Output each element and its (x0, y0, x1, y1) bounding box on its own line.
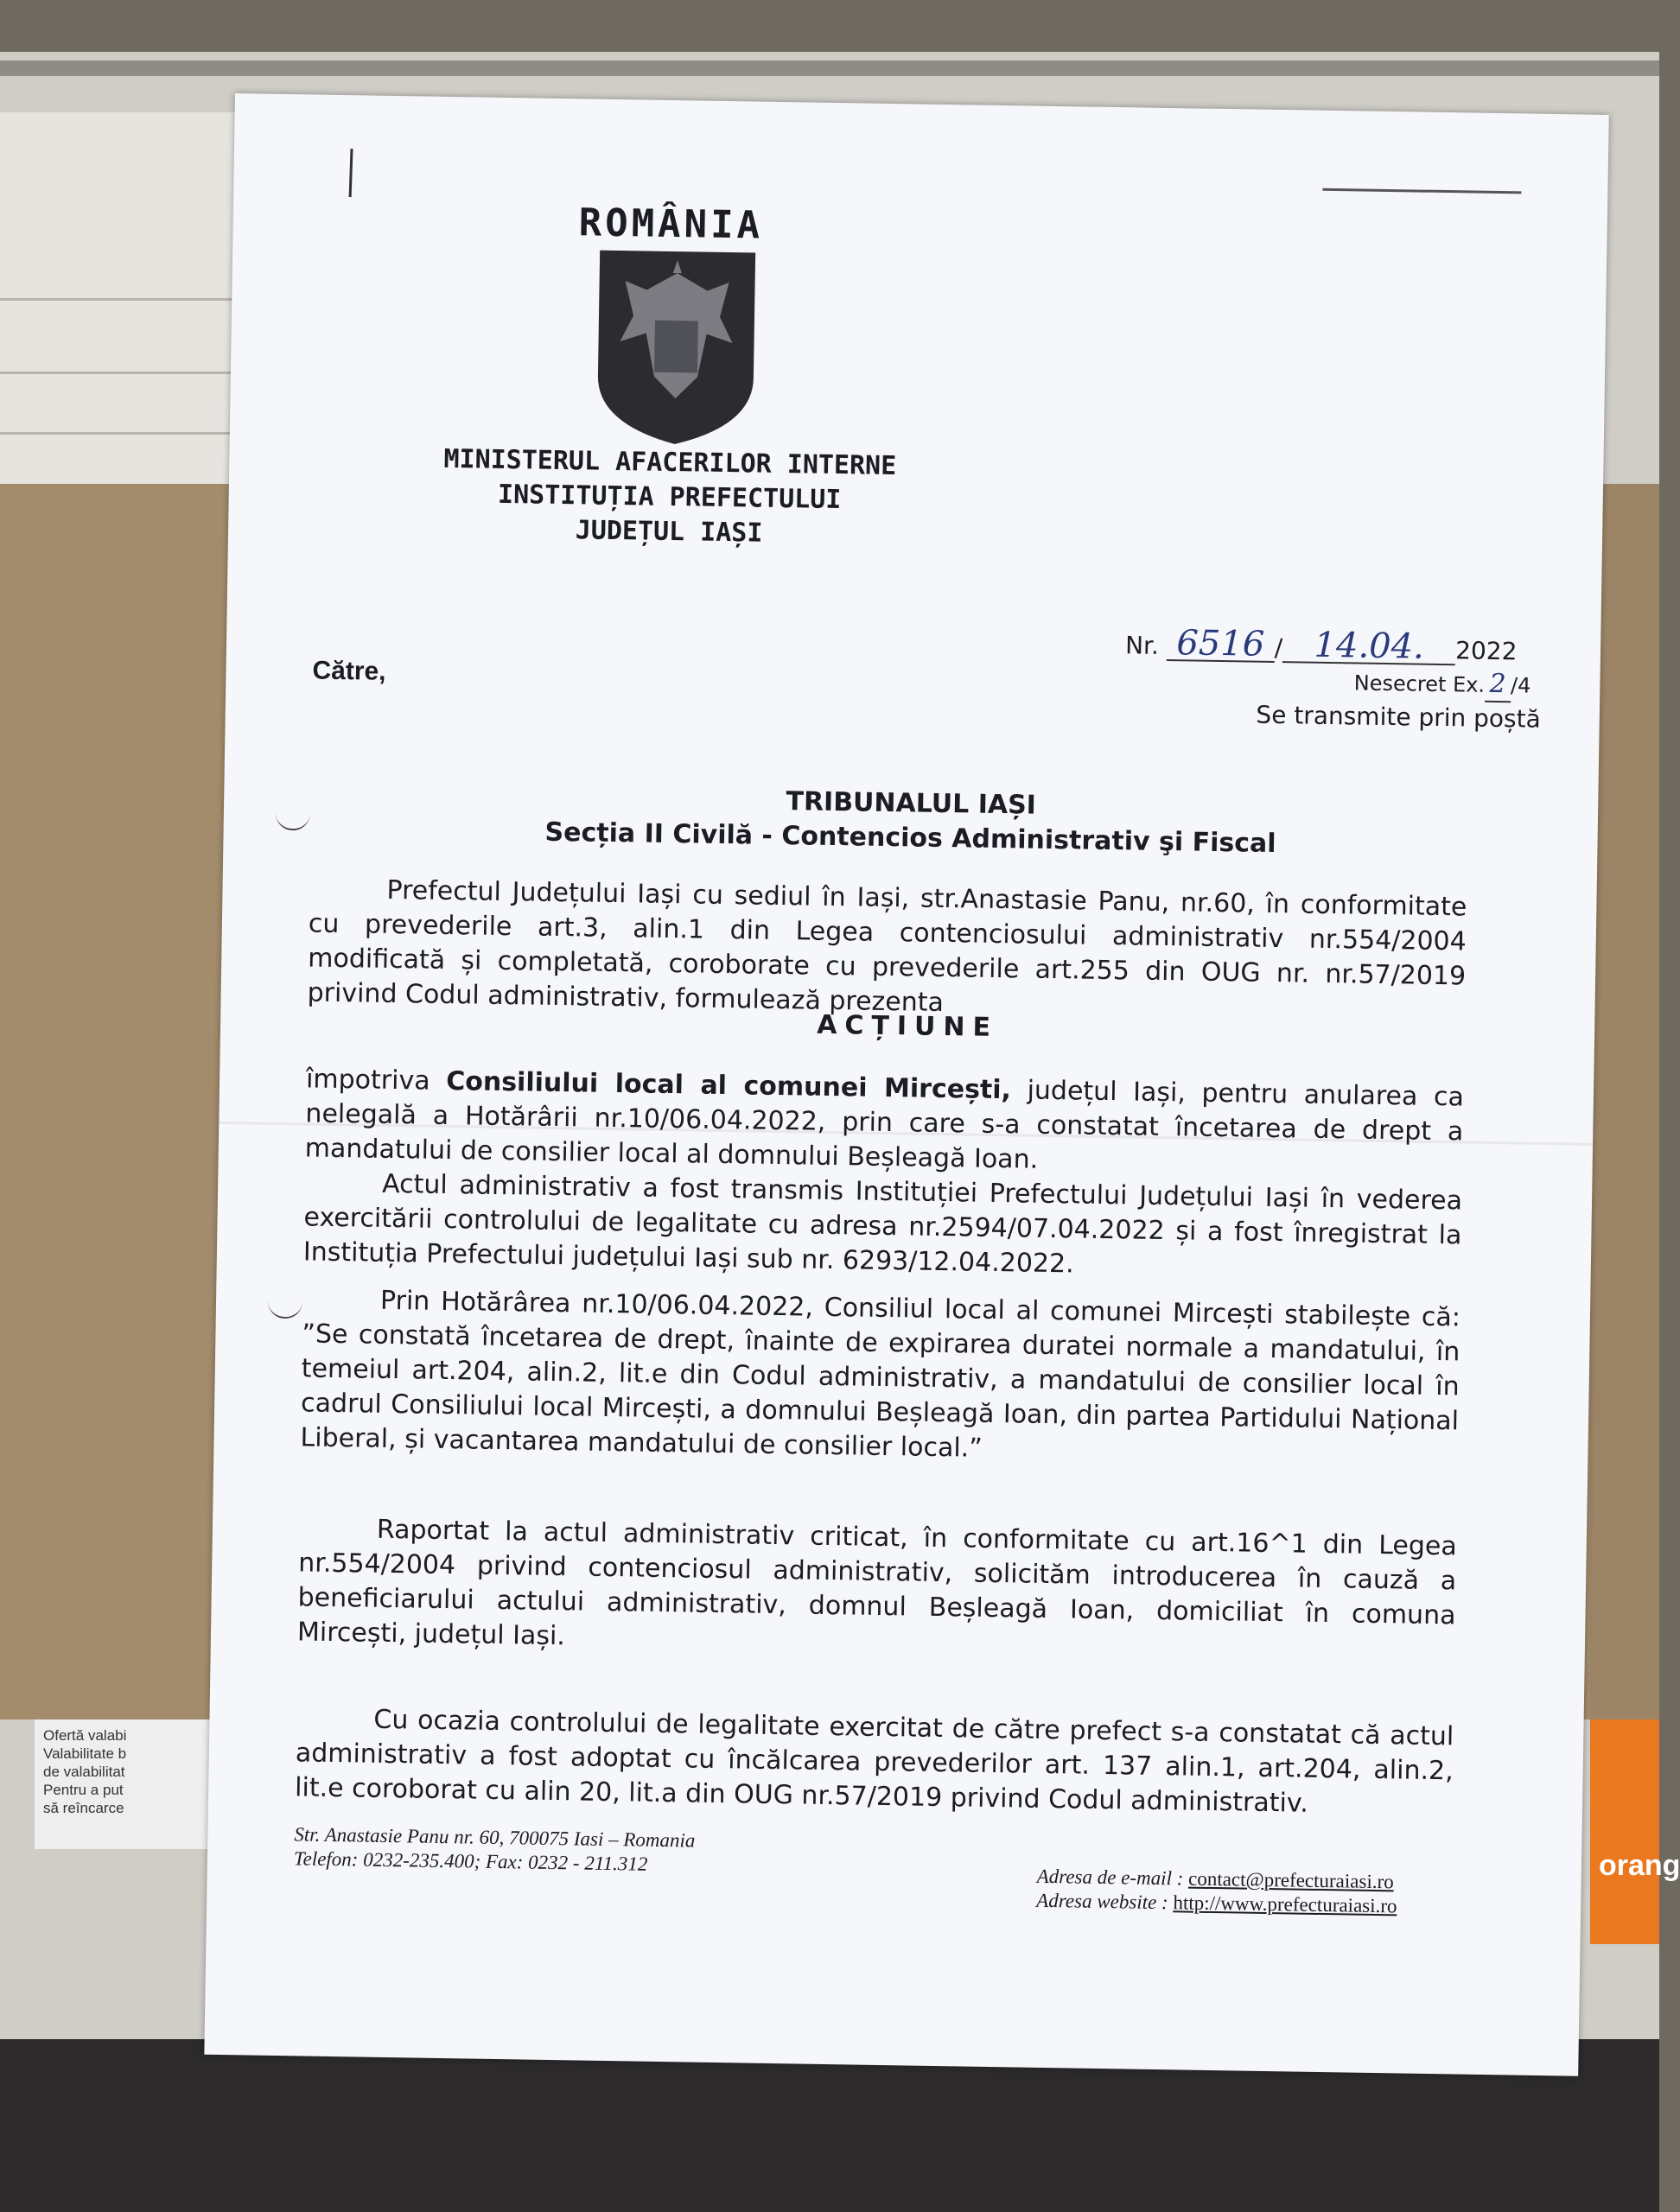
leaflet-line (0, 432, 259, 435)
pen-line (1322, 188, 1521, 194)
orange-poster (1590, 1719, 1680, 1944)
court-name: TRIBUNALUL IAȘI (786, 786, 1037, 821)
handwritten-number: 6516 (1167, 626, 1276, 663)
punch-mark (268, 1300, 302, 1319)
year: 2022 (1454, 636, 1518, 666)
background-leaflet (0, 112, 259, 484)
card-line: Valabilitate b (43, 1745, 127, 1762)
against-prefix: împotriva (305, 1064, 447, 1096)
court-block (223, 776, 1598, 867)
website-link[interactable]: http://www.prefecturaiasi.ro (1173, 1891, 1397, 1917)
website-label: Adresa website : (1036, 1889, 1174, 1914)
coat-of-arms-icon (593, 246, 760, 448)
card-line: să reîncarce (43, 1800, 124, 1816)
against-rest: județul Iași, pentru anularea ca nelegală a Hotărârii nr.10/06.04.2022, prin care s-a constatat încetarea de drept a mandatului de consilier local al domnului Beșleagă Ioan. (304, 1075, 1465, 1175)
paragraph-against (305, 1062, 1465, 1184)
paragraph-transmission: Actul administrativ a fost transmis Instituției Prefectului Județului Iași în vederea exercitării controlului de legalitate cu adresa nr.2594/07.04.2022 și a fost înregistrat la Instituția Prefectului județului Iași sub nr. 6293/12.04.2022. (302, 1168, 1463, 1280)
handwritten-copy-number: 2 (1485, 668, 1511, 702)
paragraph-intro: Prefectul Județului Iași cu sediul în Iași, str.Anastasie Panu, nr.60, în conformitate cu prevederile art.3, alin.1 din Legea contenciosului administrativ nr.554/2004 modificată și completată, coroborate cu prevederile art.255 din OUG nr. nr.57/2019 privind Codul administrativ, formulează prezenta (307, 874, 1467, 1019)
metal-rail (0, 60, 1659, 76)
nesecret-label: Nesecret Ex. (1353, 671, 1486, 697)
footer-website-line (1036, 1889, 1397, 1919)
nr-separator: / (1274, 632, 1283, 663)
ministry-block (401, 442, 939, 554)
paragraph-legality: Cu ocazia controlului de legalitate exercitat de către prefect s-a constatat că actul administrativ a fost adoptat cu încălcarea prevederilor art. 137 alin.1, art.204, alin.2, lit.e coroborat cu alin 20, lit.a din OUG nr.57/2019 privind Codul administrativ. (294, 1704, 1454, 1819)
orange-poster-text: orang (1599, 1849, 1680, 1882)
card-line: de valabilitat (43, 1764, 125, 1780)
footer-phone: Telefon: 0232-235.400; Fax: 0232 - 211.312 (293, 1847, 648, 1875)
card-line: Pentru a put (43, 1782, 124, 1798)
copy-total: /4 (1510, 673, 1531, 698)
ministry-line: MINISTERUL AFACERILOR INTERNE (443, 443, 897, 482)
email-link[interactable]: contact@prefecturaiasi.ro (1187, 1867, 1394, 1893)
ministry-line: JUDEȚUL IAȘI (575, 515, 763, 549)
registration-number-line (1124, 623, 1558, 669)
leaflet-line (0, 298, 259, 301)
footer-street: Str. Anastasie Panu nr. 60, 700075 Iasi – Romania (294, 1823, 696, 1852)
action-title: ACȚIUNE (816, 1009, 999, 1044)
email-label: Adresa de e-mail : (1036, 1865, 1189, 1890)
document-sheet (204, 93, 1608, 2076)
leaflet-line (0, 372, 259, 374)
footer-contact (1036, 1865, 1397, 1919)
country-title: ROMÂNIA (578, 200, 764, 248)
pen-mark (346, 147, 357, 199)
court-section: Secția II Civilă - Contencios Administrativ şi Fiscal (544, 817, 1276, 860)
paragraph-decision: Prin Hotărârea nr.10/06.04.2022, Consiliul local al comunei Mircești stabilește că: ”Se constată încetarea de drept, înainte de expirarea duratei normale a mandatului, în temeiul art.204, alin.2, lit.e din Codul administrativ, a mandatului de consilier local în cadrul Consiliului local Mircești, a domnului Beșleagă Ioan, din partea Partidului Național Liberal, și vacantarea mandatului de consilier local.” (300, 1285, 1461, 1464)
paragraph-request: Raportat la actul administrativ criticat, în conformitate cu art.16^1 din Legea nr.554/2004 privind contenciosul administrativ, solicităm introducerea în cauză a beneficiarului actului administrativ, domnul Beșleagă Ioan, domiciliat în comuna Mircești, județul Iași. (296, 1514, 1458, 1652)
footer-address (294, 1822, 696, 1877)
card-line: Ofertă valabi (43, 1727, 127, 1744)
transmission-note: Se transmite prin poștă (1256, 700, 1542, 734)
addressee-label: Către, (312, 656, 386, 686)
ministry-line: INSTITUȚIA PREFECTULUI (497, 479, 842, 516)
registration-block (1124, 623, 1558, 736)
cardboard-edge (1590, 484, 1659, 1719)
defendant-name: Consiliului local al comunei Mircești, (445, 1065, 1012, 1106)
nr-label: Nr. (1124, 631, 1160, 660)
handwritten-date: 14.04. (1282, 628, 1456, 665)
